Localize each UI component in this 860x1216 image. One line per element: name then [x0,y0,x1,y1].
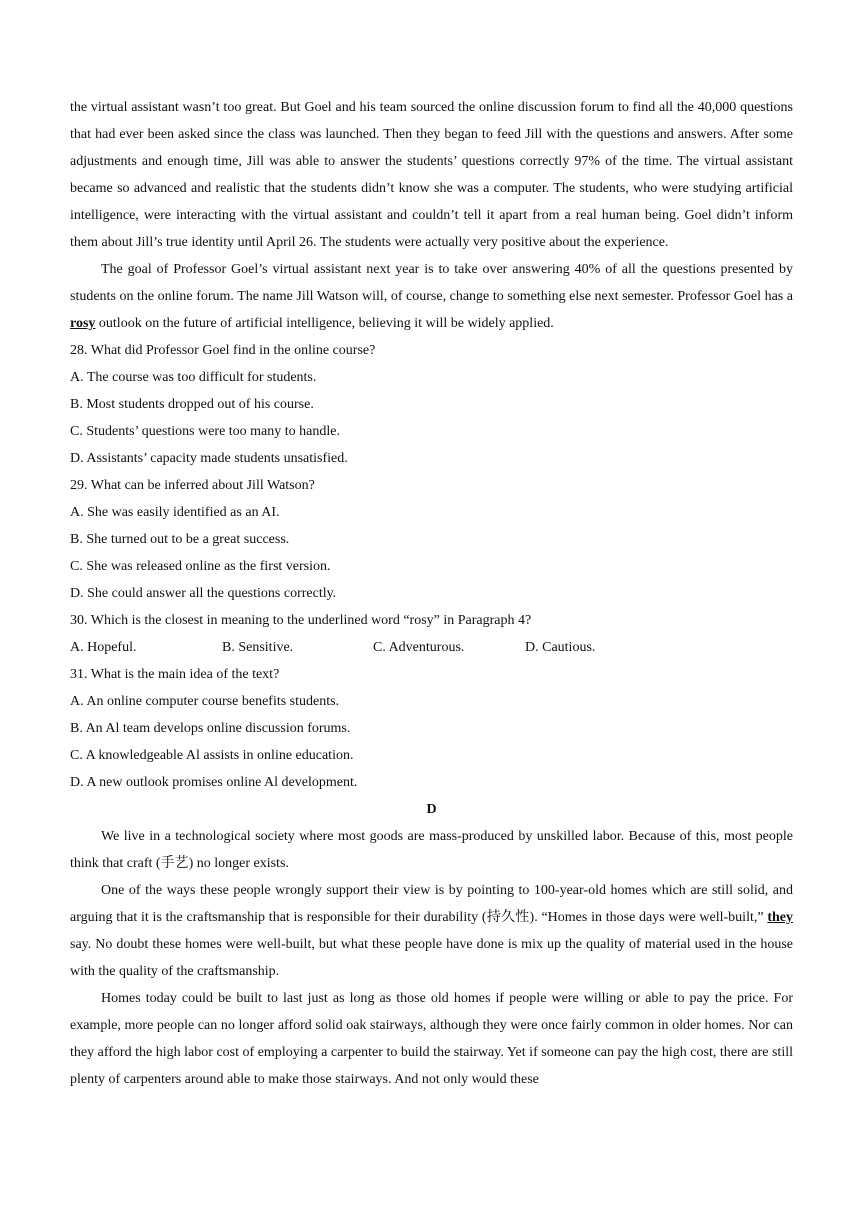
question-29-option-d: D. She could answer all the questions correctly. [70,586,337,601]
passage-d-paragraph-3: Homes today could be built to last just as long as those old homes if people were willing or able to pay the price. For example, more people can no longer afford solid oak stairways, although they were once fairly common in older homes. Nor can they afford the high labor cost of employing a carpenter to build the stairway. Yet if someone can pay the high cost, there are still plenty of carpenters around able to make those stairways. And not only would these [70,991,793,1087]
question-31-option-c: C. A knowledgeable Al assists in online education. [70,748,354,763]
section-d-title: D [426,802,437,817]
question-30-options [70,634,793,661]
question-31-option-b: B. An Al team develops online discussion forums. [70,721,351,736]
question-30-option-c: C. Adventurous. [373,640,465,655]
paragraph-4-text-after: outlook on the future of artificial intelligence, believing it will be widely applied. [95,316,554,331]
question-28-stem: 28. What did Professor Goel find in the online course? [70,343,376,358]
paragraph-4-text-before: The goal of Professor Goel’s virtual assistant next year is to take over answering 40% of all the questions presented by students on the online forum. The name Jill Watson will, of course, change to something else next semester. Professor Goel has a [70,262,793,304]
question-29-option-b: B. She turned out to be a great success. [70,532,290,547]
question-28-option-c: C. Students’ questions were too many to handle. [70,424,340,439]
question-28-option-b: B. Most students dropped out of his course. [70,397,314,412]
question-28-option-a: A. The course was too difficult for students. [70,370,317,385]
question-29-option-a: A. She was easily identified as an AI. [70,505,280,520]
underlined-word-they: they [767,910,793,925]
paragraph-2-text-before: One of the ways these people wrongly support their view is by pointing to 100-year-old homes which are still solid, and arguing that it is the craftsmanship that is responsible for their durability (持久性). “Homes in those days were well-built,” [70,883,793,925]
passage-d-paragraph-1: We live in a technological society where most goods are mass-produced by unskilled labor. Because of this, most people think that craft (手艺) no longer exists. [70,829,793,871]
question-30-option-d: D. Cautious. [525,640,596,655]
question-31-stem: 31. What is the main idea of the text? [70,667,280,682]
question-31-option-d: D. A new outlook promises online Al development. [70,775,358,790]
question-31-option-a: A. An online computer course benefits students. [70,694,340,709]
question-30-option-a: A. Hopeful. [70,640,137,655]
question-28-option-d: D. Assistants’ capacity made students unsatisfied. [70,451,348,466]
underlined-word-rosy: rosy [70,316,96,331]
passage-c-paragraph-3: the virtual assistant wasn’t too great. But Goel and his team sourced the online discussion forum to find all the 40,000 questions that had ever been asked since the class was launched. Then they began to feed Jill with the questions and answers. After some adjustments and enough time, Jill was able to answer the students’ questions correctly 97% of the time. The virtual assistant became so advanced and realistic that the students didn’t know she was a computer. The students, who were studying artificial intelligence, were interacting with the virtual assistant and couldn’t tell it apart from a real human being. Goel didn’t inform them about Jill’s true identity until April 26. The students were actually very positive about the experience. [70,100,793,250]
paragraph-2-text-after: say. No doubt these homes were well-built, but what these people have done is mix up the quality of material used in the house with the quality of the craftsmanship. [70,937,793,979]
question-29-stem: 29. What can be inferred about Jill Watson? [70,478,315,493]
question-30 [70,607,793,661]
question-30-stem: 30. Which is the closest in meaning to the underlined word “rosy” in Paragraph 4? [70,613,532,628]
passage-d-paragraph-2 [70,877,793,985]
question-31 [70,661,793,796]
passage-c-paragraph-4 [70,256,793,337]
question-29-option-c: C. She was released online as the first version. [70,559,331,574]
question-30-option-b: B. Sensitive. [222,640,294,655]
question-28 [70,337,793,472]
question-29 [70,472,793,607]
